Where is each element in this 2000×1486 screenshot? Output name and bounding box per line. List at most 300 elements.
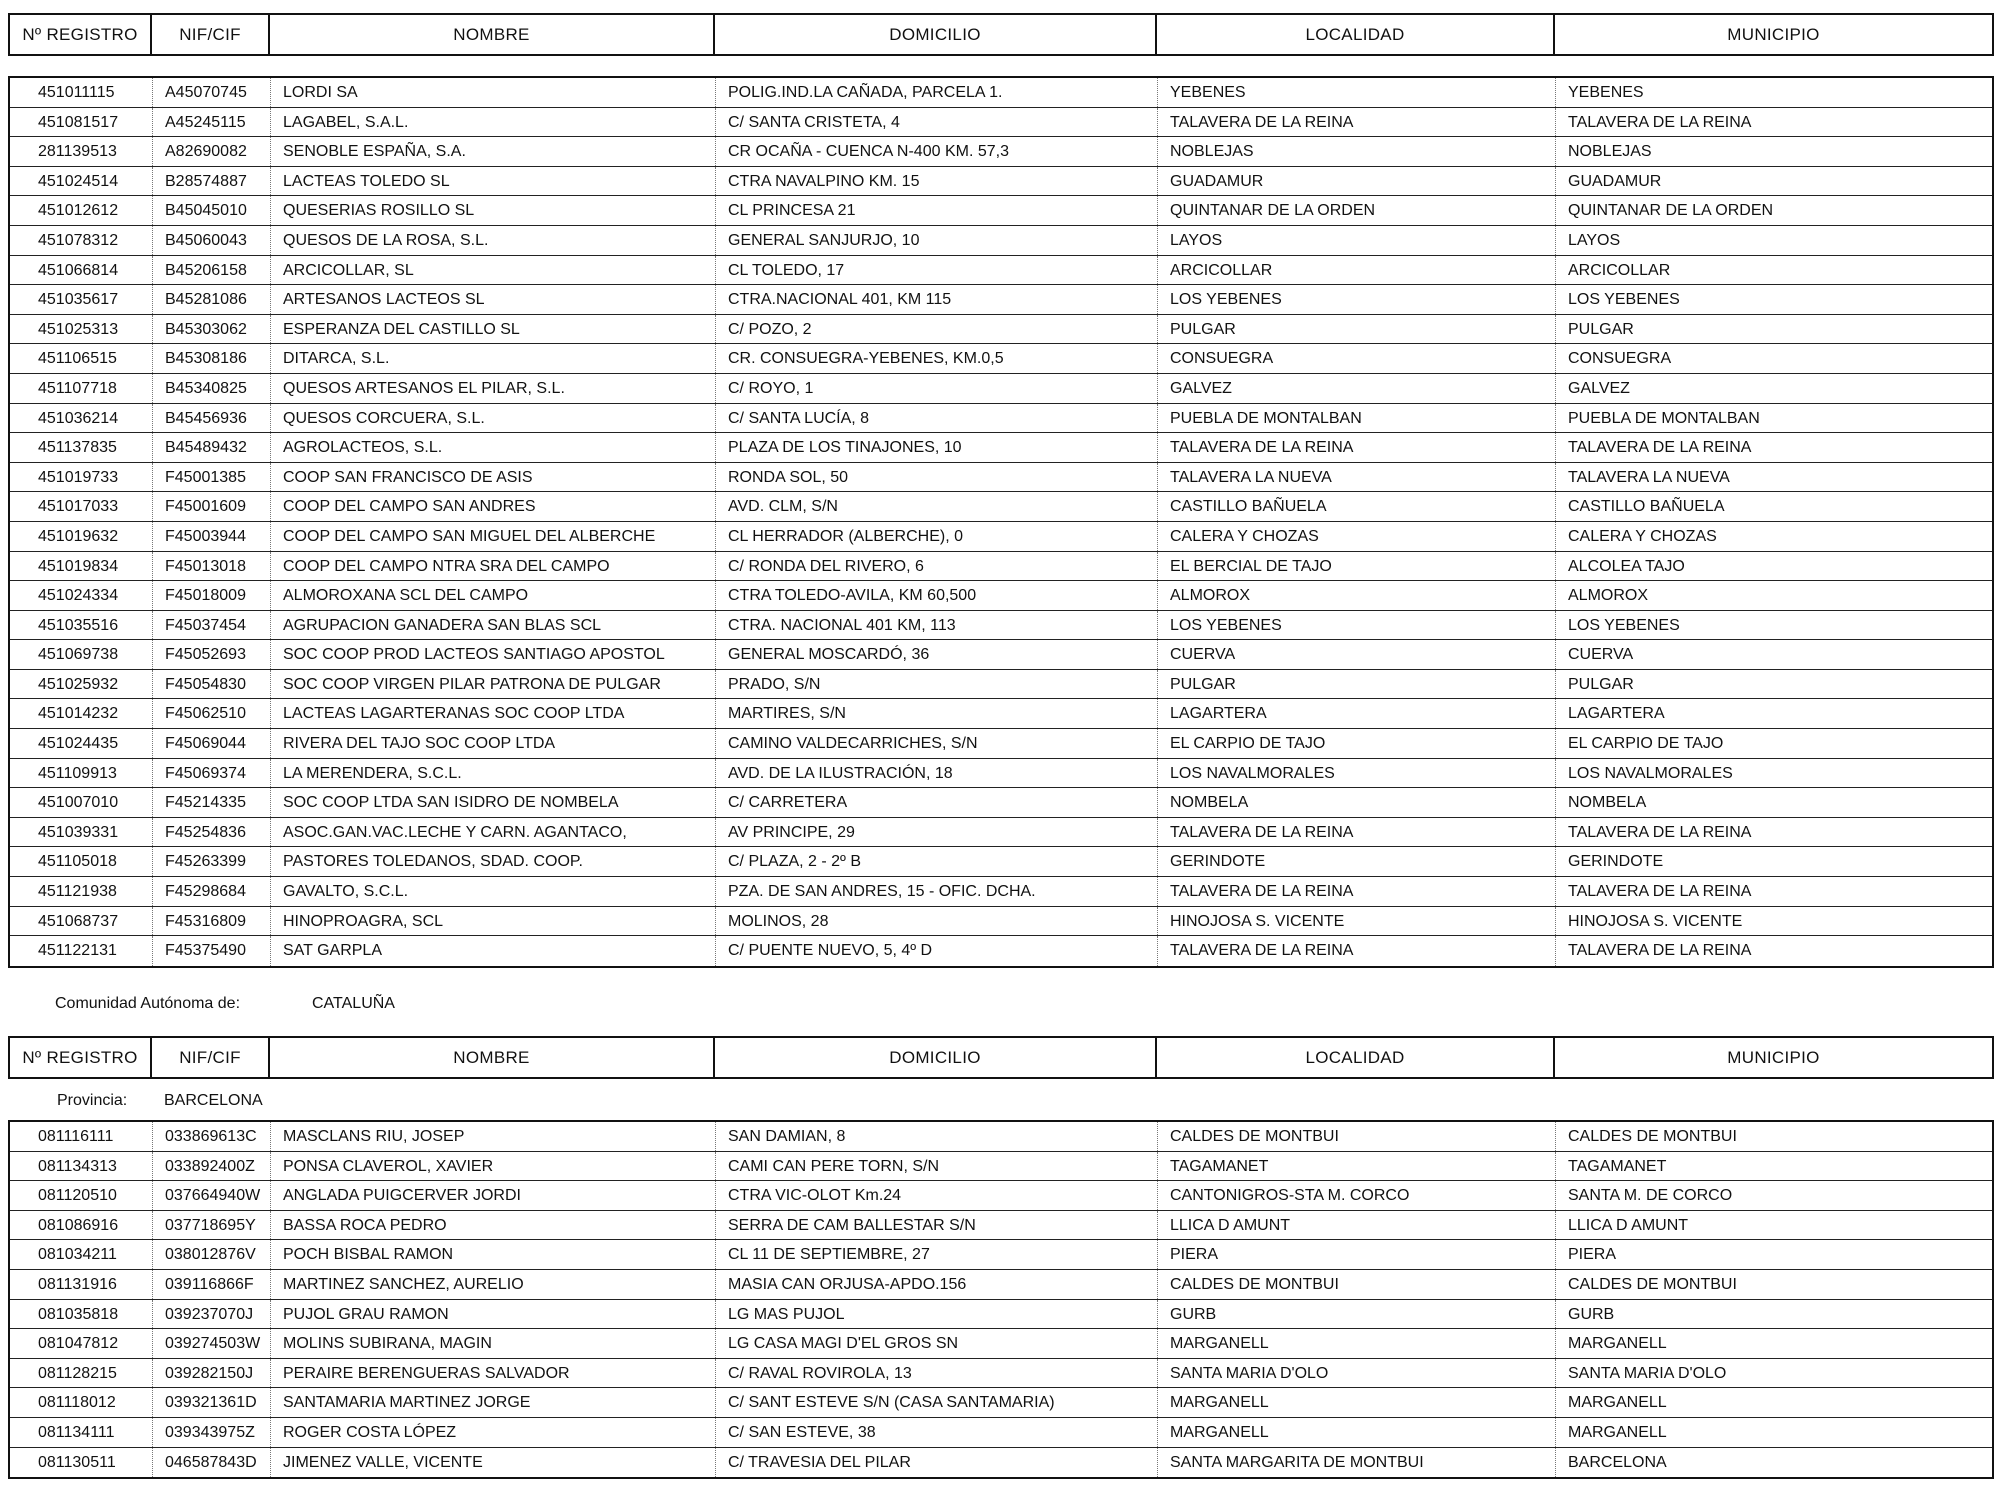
cell-domicilio: CTRA. NACIONAL 401 KM, 113 (715, 611, 1157, 640)
cell-domicilio: C/ SANTA LUCÍA, 8 (715, 404, 1157, 433)
cell-nif: 037718695Y (152, 1211, 270, 1240)
cell-registro: 451105018 (38, 853, 117, 871)
cell-localidad: GURB (1157, 1300, 1555, 1329)
cell-nif: 039116866F (152, 1270, 270, 1299)
cell-municipio: LAGARTERA (1555, 699, 1992, 728)
province-label: Provincia: (57, 1092, 128, 1109)
cell-domicilio: C/ PUENTE NUEVO, 5, 4º D (715, 936, 1157, 966)
table-row (10, 1388, 1992, 1418)
table-row (10, 226, 1992, 256)
cell-nombre: QUESOS CORCUERA, S.L. (270, 404, 715, 433)
cell-nif: 038012876V (152, 1240, 270, 1269)
cell-municipio: SANTA M. DE CORCO (1555, 1181, 1992, 1210)
cell-nombre: JIMENEZ VALLE, VICENTE (270, 1448, 715, 1478)
header-registro: Nº REGISTRO (10, 1038, 152, 1077)
cell-nif: 033869613C (152, 1122, 270, 1151)
cell-domicilio: C/ PLAZA, 2 - 2º B (715, 847, 1157, 876)
header-municipio: MUNICIPIO (1727, 24, 1820, 44)
cell-nif: F45069044 (152, 729, 270, 758)
cell-domicilio: C/ ROYO, 1 (715, 374, 1157, 403)
cell-nif: B45060043 (152, 226, 270, 255)
cell-domicilio: AVD. DE LA ILUSTRACIÓN, 18 (715, 759, 1157, 788)
cell-nif: A45245115 (152, 108, 270, 137)
cell-domicilio: SERRA DE CAM BALLESTAR S/N (715, 1211, 1157, 1240)
table-row (10, 108, 1992, 138)
cell-municipio: CASTILLO BAÑUELA (1555, 492, 1992, 521)
table-row (10, 1152, 1992, 1182)
cell-registro: 451039331 (38, 823, 119, 841)
cell-nombre: LORDI SA (270, 78, 715, 107)
cell-domicilio: POLIG.IND.LA CAÑADA, PARCELA 1. (715, 78, 1157, 107)
cell-nif: F45254836 (152, 818, 270, 847)
table-row (10, 1329, 1992, 1359)
community-label: Comunidad Autónoma de: (55, 995, 241, 1012)
cell-domicilio: C/ SAN ESTEVE, 38 (715, 1418, 1157, 1447)
table-row (10, 788, 1992, 818)
cell-municipio: CALDES DE MONTBUI (1555, 1122, 1992, 1151)
table-row (10, 137, 1992, 167)
cell-municipio: TALAVERA LA NUEVA (1555, 463, 1992, 492)
cell-registro: 451068737 (38, 912, 119, 930)
cell-localidad: SANTA MARGARITA DE MONTBUI (1157, 1448, 1555, 1478)
cell-municipio: GERINDOTE (1555, 847, 1992, 876)
cell-registro: 081118012 (38, 1394, 116, 1412)
cell-nombre: HINOPROAGRA, SCL (270, 907, 715, 936)
cell-municipio: GALVEZ (1555, 374, 1992, 403)
cell-localidad: GUADAMUR (1157, 167, 1555, 196)
cell-nombre: MOLINS SUBIRANA, MAGIN (270, 1329, 715, 1358)
cell-localidad: NOBLEJAS (1157, 137, 1555, 166)
cell-nif: B28574887 (152, 167, 270, 196)
cell-nombre: ARTESANOS LACTEOS SL (270, 285, 715, 314)
table-row (10, 847, 1992, 877)
table-row (10, 729, 1992, 759)
cell-nif: F45054830 (152, 670, 270, 699)
table-row (10, 256, 1992, 286)
cell-localidad: LAGARTERA (1157, 699, 1555, 728)
table-row (10, 1418, 1992, 1448)
table-row (10, 759, 1992, 789)
cell-domicilio: CTRA.NACIONAL 401, KM 115 (715, 285, 1157, 314)
cell-domicilio: CR OCAÑA - CUENCA N-400 KM. 57,3 (715, 137, 1157, 166)
table-row (10, 1240, 1992, 1270)
cell-municipio: CALERA Y CHOZAS (1555, 522, 1992, 551)
cell-domicilio: CL TOLEDO, 17 (715, 256, 1157, 285)
cell-localidad: TALAVERA DE LA REINA (1157, 108, 1555, 137)
table-row (10, 1270, 1992, 1300)
cell-domicilio: C/ RONDA DEL RIVERO, 6 (715, 552, 1157, 581)
cell-localidad: TALAVERA DE LA REINA (1157, 433, 1555, 462)
cell-domicilio: GENERAL SANJURJO, 10 (715, 226, 1157, 255)
cell-localidad: MARGANELL (1157, 1388, 1555, 1417)
cell-registro: 451121938 (38, 883, 117, 901)
cell-localidad: LLICA D AMUNT (1157, 1211, 1555, 1240)
cell-municipio: GURB (1555, 1300, 1992, 1329)
header-nif: NIF/CIF (152, 15, 270, 54)
cell-domicilio: CL 11 DE SEPTIEMBRE, 27 (715, 1240, 1157, 1269)
cell-domicilio: MASIA CAN ORJUSA-APDO.156 (715, 1270, 1157, 1299)
cell-nombre: AGROLACTEOS, S.L. (270, 433, 715, 462)
cell-domicilio: LG MAS PUJOL (715, 1300, 1157, 1329)
cell-nif: B45308186 (152, 344, 270, 373)
table-row (10, 552, 1992, 582)
cell-registro: 451025313 (38, 320, 119, 338)
cell-nombre: RIVERA DEL TAJO SOC COOP LTDA (270, 729, 715, 758)
cell-nif: F45069374 (152, 759, 270, 788)
cell-registro: 451019733 (38, 468, 119, 486)
cell-municipio: PULGAR (1555, 670, 1992, 699)
cell-municipio: PULGAR (1555, 315, 1992, 344)
table-row (10, 1359, 1992, 1389)
cell-localidad: NOMBELA (1157, 788, 1555, 817)
cell-nombre: ARCICOLLAR, SL (270, 256, 715, 285)
table-row (10, 907, 1992, 937)
cell-nif: 039237070J (152, 1300, 270, 1329)
cell-nif: F45298684 (152, 877, 270, 906)
header-domicilio: DOMICILIO (715, 1038, 1157, 1077)
cell-domicilio: CL PRINCESA 21 (715, 196, 1157, 225)
cell-localidad: LOS YEBENES (1157, 285, 1555, 314)
cell-localidad: ALMOROX (1157, 581, 1555, 610)
cell-municipio: TALAVERA DE LA REINA (1555, 936, 1992, 966)
cell-domicilio: CR. CONSUEGRA-YEBENES, KM.0,5 (715, 344, 1157, 373)
cell-registro: 281139513 (38, 143, 117, 161)
cell-municipio: TALAVERA DE LA REINA (1555, 877, 1992, 906)
table-row (10, 433, 1992, 463)
cell-nif: F45375490 (152, 936, 270, 966)
cell-nombre: COOP DEL CAMPO SAN MIGUEL DEL ALBERCHE (270, 522, 715, 551)
cell-domicilio: CAMI CAN PERE TORN, S/N (715, 1152, 1157, 1181)
cell-registro: 081116111 (38, 1128, 114, 1145)
cell-nif: F45316809 (152, 907, 270, 936)
cell-localidad: QUINTANAR DE LA ORDEN (1157, 196, 1555, 225)
cell-nombre: AGRUPACION GANADERA SAN BLAS SCL (270, 611, 715, 640)
cell-localidad: CASTILLO BAÑUELA (1157, 492, 1555, 521)
cell-nif: F45062510 (152, 699, 270, 728)
cell-localidad: TALAVERA DE LA REINA (1157, 877, 1555, 906)
cell-nif: B45303062 (152, 315, 270, 344)
cell-domicilio: PZA. DE SAN ANDRES, 15 - OFIC. DCHA. (715, 877, 1157, 906)
cell-nombre: ROGER COSTA LÓPEZ (270, 1418, 715, 1447)
cell-nif: B45045010 (152, 196, 270, 225)
cell-localidad: CALDES DE MONTBUI (1157, 1122, 1555, 1151)
table-row (10, 818, 1992, 848)
cell-registro: 451035617 (38, 291, 119, 309)
table-row (10, 463, 1992, 493)
table-row (10, 344, 1992, 374)
cell-nombre: PERAIRE BERENGUERAS SALVADOR (270, 1359, 715, 1388)
cell-localidad: GALVEZ (1157, 374, 1555, 403)
cell-nif: 037664940W (152, 1181, 270, 1210)
cell-nombre: SOC COOP PROD LACTEOS SANTIAGO APOSTOL (270, 640, 715, 669)
cell-registro: 081086916 (38, 1216, 119, 1234)
cell-localidad: TALAVERA DE LA REINA (1157, 818, 1555, 847)
table-header-1 (8, 13, 1994, 56)
cell-domicilio: CTRA VIC-OLOT Km.24 (715, 1181, 1157, 1210)
cell-nombre: ANGLADA PUIGCERVER JORDI (270, 1181, 715, 1210)
cell-nif: F45263399 (152, 847, 270, 876)
cell-registro: 451007010 (38, 794, 119, 812)
registry-table-2 (8, 1120, 1994, 1479)
cell-nombre: SOC COOP VIRGEN PILAR PATRONA DE PULGAR (270, 670, 715, 699)
cell-localidad: MARGANELL (1157, 1418, 1555, 1447)
cell-nombre: COOP DEL CAMPO SAN ANDRES (270, 492, 715, 521)
cell-localidad: YEBENES (1157, 78, 1555, 107)
cell-registro: 451014232 (38, 705, 119, 723)
cell-localidad: MARGANELL (1157, 1329, 1555, 1358)
cell-localidad: CALERA Y CHOZAS (1157, 522, 1555, 551)
cell-domicilio: CTRA NAVALPINO KM. 15 (715, 167, 1157, 196)
cell-localidad: LOS YEBENES (1157, 611, 1555, 640)
cell-municipio: ARCICOLLAR (1555, 256, 1992, 285)
cell-nombre: COOP DEL CAMPO NTRA SRA DEL CAMPO (270, 552, 715, 581)
cell-registro: 451066814 (38, 261, 119, 279)
cell-nombre: DITARCA, S.L. (270, 344, 715, 373)
cell-nombre: MARTINEZ SANCHEZ, AURELIO (270, 1270, 715, 1299)
cell-nombre: POCH BISBAL RAMON (270, 1240, 715, 1269)
cell-nombre: LA MERENDERA, S.C.L. (270, 759, 715, 788)
cell-nif: F45018009 (152, 581, 270, 610)
cell-localidad: EL BERCIAL DE TAJO (1157, 552, 1555, 581)
cell-nombre: ASOC.GAN.VAC.LECHE Y CARN. AGANTACO, (270, 818, 715, 847)
cell-municipio: NOMBELA (1555, 788, 1992, 817)
cell-municipio: CUERVA (1555, 640, 1992, 669)
cell-nif: 033892400Z (152, 1152, 270, 1181)
cell-municipio: LAYOS (1555, 226, 1992, 255)
cell-domicilio: AV PRINCIPE, 29 (715, 818, 1157, 847)
cell-municipio: ALMOROX (1555, 581, 1992, 610)
cell-registro: 451069738 (38, 646, 119, 664)
cell-municipio: LOS YEBENES (1555, 285, 1992, 314)
cell-registro: 451137835 (38, 439, 117, 457)
table-row (10, 581, 1992, 611)
table-header-2 (8, 1036, 1994, 1079)
table-row (10, 404, 1992, 434)
cell-localidad: TALAVERA DE LA REINA (1157, 936, 1555, 966)
cell-municipio: TALAVERA DE LA REINA (1555, 108, 1992, 137)
cell-municipio: PUEBLA DE MONTALBAN (1555, 404, 1992, 433)
cell-domicilio: PRADO, S/N (715, 670, 1157, 699)
cell-localidad: SANTA MARIA D'OLO (1157, 1359, 1555, 1388)
cell-nombre: SOC COOP LTDA SAN ISIDRO DE NOMBELA (270, 788, 715, 817)
cell-nombre: BASSA ROCA PEDRO (270, 1211, 715, 1240)
cell-registro: 081034211 (38, 1246, 117, 1264)
cell-domicilio: C/ TRAVESIA DEL PILAR (715, 1448, 1157, 1478)
cell-municipio: MARGANELL (1555, 1388, 1992, 1417)
cell-domicilio: LG CASA MAGI D'EL GROS SN (715, 1329, 1157, 1358)
cell-nif: B45456936 (152, 404, 270, 433)
cell-registro: 081128215 (38, 1364, 117, 1382)
table-row (10, 167, 1992, 197)
cell-municipio: YEBENES (1555, 78, 1992, 107)
cell-domicilio: GENERAL MOSCARDÓ, 36 (715, 640, 1157, 669)
cell-registro: 451025932 (38, 675, 119, 693)
cell-nif: 039343975Z (152, 1418, 270, 1447)
table-row (10, 1448, 1992, 1478)
cell-nif: 046587843D (152, 1448, 270, 1478)
cell-municipio: GUADAMUR (1555, 167, 1992, 196)
cell-localidad: PULGAR (1157, 315, 1555, 344)
community-value: CATALUÑA (312, 995, 395, 1012)
cell-municipio: EL CARPIO DE TAJO (1555, 729, 1992, 758)
cell-registro: 451036214 (38, 409, 119, 427)
cell-municipio: HINOJOSA S. VICENTE (1555, 907, 1992, 936)
cell-registro: 451107718 (38, 379, 117, 397)
cell-registro: 451011115 (38, 84, 115, 101)
cell-nombre: ALMOROXANA SCL DEL CAMPO (270, 581, 715, 610)
header-nombre: NOMBRE (270, 15, 715, 54)
cell-registro: 451106515 (38, 350, 117, 368)
cell-nombre: SANTAMARIA MARTINEZ JORGE (270, 1388, 715, 1417)
header-localidad: LOCALIDAD (1157, 1038, 1555, 1077)
cell-nombre: PASTORES TOLEDANOS, SDAD. COOP. (270, 847, 715, 876)
cell-registro: 451012612 (38, 202, 119, 220)
cell-nif: F45003944 (152, 522, 270, 551)
table-row (10, 1181, 1992, 1211)
table-row (10, 611, 1992, 641)
cell-registro: 081134313 (38, 1157, 117, 1175)
cell-registro: 081131916 (38, 1275, 117, 1293)
cell-registro: 451109913 (38, 764, 117, 782)
cell-municipio: TALAVERA DE LA REINA (1555, 818, 1992, 847)
cell-nombre: PUJOL GRAU RAMON (270, 1300, 715, 1329)
cell-nif: B45206158 (152, 256, 270, 285)
cell-municipio: CONSUEGRA (1555, 344, 1992, 373)
cell-nif: 039282150J (152, 1359, 270, 1388)
registry-table-1 (8, 76, 1994, 968)
cell-nif: B45340825 (152, 374, 270, 403)
cell-municipio: QUINTANAR DE LA ORDEN (1555, 196, 1992, 225)
cell-nombre: LACTEAS LAGARTERANAS SOC COOP LTDA (270, 699, 715, 728)
cell-domicilio: AVD. CLM, S/N (715, 492, 1157, 521)
cell-registro: 451017033 (38, 498, 119, 516)
table-row (10, 1211, 1992, 1241)
cell-localidad: GERINDOTE (1157, 847, 1555, 876)
cell-nombre: ESPERANZA DEL CASTILLO SL (270, 315, 715, 344)
cell-municipio: LOS YEBENES (1555, 611, 1992, 640)
header-nombre: NOMBRE (270, 1038, 715, 1077)
cell-nombre: COOP SAN FRANCISCO DE ASIS (270, 463, 715, 492)
cell-registro: 081120510 (38, 1187, 117, 1205)
cell-localidad: CANTONIGROS-STA M. CORCO (1157, 1181, 1555, 1210)
header-registro: Nº REGISTRO (10, 15, 152, 54)
cell-registro: 081134111 (38, 1423, 115, 1441)
cell-domicilio: MARTIRES, S/N (715, 699, 1157, 728)
cell-localidad: TAGAMANET (1157, 1152, 1555, 1181)
table-row (10, 492, 1992, 522)
cell-nif: B45281086 (152, 285, 270, 314)
cell-nif: F45214335 (152, 788, 270, 817)
cell-nif: F45037454 (152, 611, 270, 640)
cell-localidad: ARCICOLLAR (1157, 256, 1555, 285)
cell-registro: 451122131 (38, 942, 117, 960)
cell-municipio: MARGANELL (1555, 1418, 1992, 1447)
table-row (10, 522, 1992, 552)
cell-nif: 039274503W (152, 1329, 270, 1358)
cell-registro: 451019632 (38, 527, 119, 545)
cell-municipio: PIERA (1555, 1240, 1992, 1269)
cell-registro: 081035818 (38, 1305, 119, 1323)
cell-domicilio: CAMINO VALDECARRICHES, S/N (715, 729, 1157, 758)
table-row (10, 936, 1992, 966)
cell-registro: 451081517 (38, 113, 119, 131)
cell-nombre: GAVALTO, S.C.L. (270, 877, 715, 906)
cell-domicilio: PLAZA DE LOS TINAJONES, 10 (715, 433, 1157, 462)
cell-nombre: QUESOS DE LA ROSA, S.L. (270, 226, 715, 255)
cell-municipio: TAGAMANET (1555, 1152, 1992, 1181)
cell-localidad: CUERVA (1157, 640, 1555, 669)
table-row (10, 1300, 1992, 1330)
cell-registro: 451078312 (38, 231, 119, 249)
table-row (10, 640, 1992, 670)
cell-nif: A82690082 (152, 137, 270, 166)
cell-municipio: MARGANELL (1555, 1329, 1992, 1358)
cell-nif: F45001609 (152, 492, 270, 521)
cell-domicilio: C/ SANTA CRISTETA, 4 (715, 108, 1157, 137)
cell-domicilio: C/ RAVAL ROVIROLA, 13 (715, 1359, 1157, 1388)
cell-domicilio: CTRA TOLEDO-AVILA, KM 60,500 (715, 581, 1157, 610)
table-row (10, 670, 1992, 700)
cell-registro: 451024334 (38, 587, 119, 605)
header-domicilio: DOMICILIO (715, 15, 1157, 54)
table-row (10, 78, 1992, 108)
cell-localidad: PULGAR (1157, 670, 1555, 699)
cell-localidad: LOS NAVALMORALES (1157, 759, 1555, 788)
table-row (10, 877, 1992, 907)
cell-registro: 451024435 (38, 735, 119, 753)
cell-nombre: LACTEAS TOLEDO SL (270, 167, 715, 196)
cell-nombre: PONSA CLAVEROL, XAVIER (270, 1152, 715, 1181)
header-localidad: LOCALIDAD (1157, 15, 1555, 54)
cell-nombre: MASCLANS RIU, JOSEP (270, 1122, 715, 1151)
cell-localidad: LAYOS (1157, 226, 1555, 255)
cell-localidad: HINOJOSA S. VICENTE (1157, 907, 1555, 936)
cell-municipio: LOS NAVALMORALES (1555, 759, 1992, 788)
cell-domicilio: C/ POZO, 2 (715, 315, 1157, 344)
cell-nombre: SENOBLE ESPAÑA, S.A. (270, 137, 715, 166)
cell-municipio: ALCOLEA TAJO (1555, 552, 1992, 581)
cell-registro: 451019834 (38, 557, 119, 575)
cell-nif: 039321361D (152, 1388, 270, 1417)
cell-registro: 081047812 (38, 1335, 119, 1353)
cell-localidad: PIERA (1157, 1240, 1555, 1269)
cell-nif: F45001385 (152, 463, 270, 492)
cell-registro: 081130511 (38, 1453, 116, 1471)
table-row (10, 1122, 1992, 1152)
cell-nombre: QUESOS ARTESANOS EL PILAR, S.L. (270, 374, 715, 403)
header-nif: NIF/CIF (152, 1038, 270, 1077)
cell-localidad: TALAVERA LA NUEVA (1157, 463, 1555, 492)
cell-localidad: CALDES DE MONTBUI (1157, 1270, 1555, 1299)
cell-registro: 451035516 (38, 616, 119, 634)
cell-domicilio: C/ SANT ESTEVE S/N (CASA SANTAMARIA) (715, 1388, 1157, 1417)
cell-domicilio: SAN DAMIAN, 8 (715, 1122, 1157, 1151)
cell-localidad: PUEBLA DE MONTALBAN (1157, 404, 1555, 433)
cell-domicilio: C/ CARRETERA (715, 788, 1157, 817)
cell-nif: F45013018 (152, 552, 270, 581)
table-row (10, 374, 1992, 404)
cell-nif: F45052693 (152, 640, 270, 669)
cell-municipio: LLICA D AMUNT (1555, 1211, 1992, 1240)
table-row (10, 285, 1992, 315)
table-row (10, 699, 1992, 729)
cell-registro: 451024514 (38, 172, 119, 190)
cell-nombre: QUESERIAS ROSILLO SL (270, 196, 715, 225)
header-municipio: MUNICIPIO (1727, 1047, 1820, 1067)
cell-municipio: BARCELONA (1555, 1448, 1992, 1478)
cell-localidad: CONSUEGRA (1157, 344, 1555, 373)
cell-domicilio: RONDA SOL, 50 (715, 463, 1157, 492)
